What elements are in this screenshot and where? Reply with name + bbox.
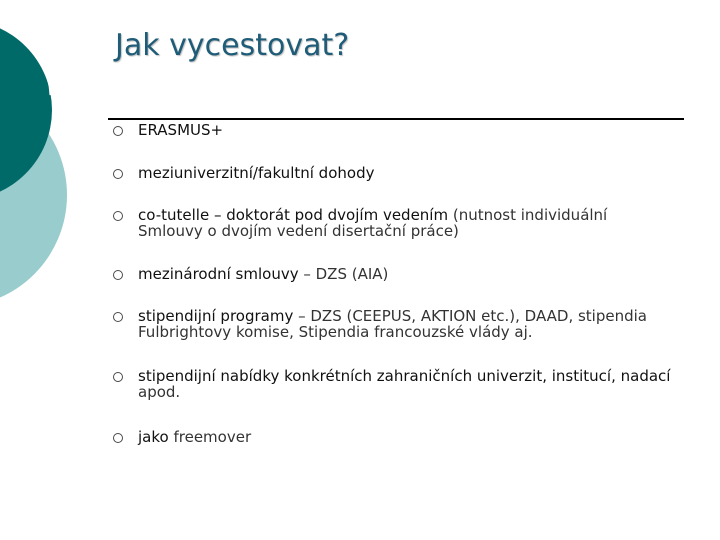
bullet-circle-icon: [113, 270, 123, 280]
bullet-text: meziuniverzitní/fakultní dohody: [138, 164, 375, 182]
bullet-text: stipendijní programy – DZS (CEEPUS, AKTION etc.), DAAD, stipendia Fulbrightovy komise, Stipendia francouzské vlády aj.: [138, 307, 647, 341]
bullet-text: mezinárodní smlouvy – DZS (AIA): [138, 265, 389, 283]
decorative-circles: [0, 0, 120, 300]
bullet-circle-icon: [113, 211, 123, 221]
bullet-circle-icon: [113, 169, 123, 179]
list-item: [113, 308, 673, 340]
bullet-text: jako freemover: [138, 428, 252, 446]
bullet-text: stipendijní nabídky konkrétních zahraničních univerzit, institucí, nadací apod.: [138, 367, 671, 401]
page-title: Jak vycestovat?: [115, 28, 350, 63]
list-item: [113, 266, 673, 282]
list-item: [113, 122, 673, 138]
list-item: [113, 429, 673, 445]
bullet-circle-icon: [113, 312, 123, 322]
bullet-circle-icon: [113, 372, 123, 382]
bullet-text: ERASMUS+: [138, 121, 224, 139]
list-item: [113, 207, 673, 239]
bullet-circle-icon: [113, 433, 123, 443]
bullet-text: co-tutelle – doktorát pod dvojím vedením (nutnost individuální Smlouvy o dvojím vedení disertační práce): [138, 206, 608, 240]
title-divider: [108, 118, 684, 120]
list-item: [113, 165, 673, 181]
bullet-circle-icon: [113, 126, 123, 136]
list-item: [113, 368, 673, 400]
